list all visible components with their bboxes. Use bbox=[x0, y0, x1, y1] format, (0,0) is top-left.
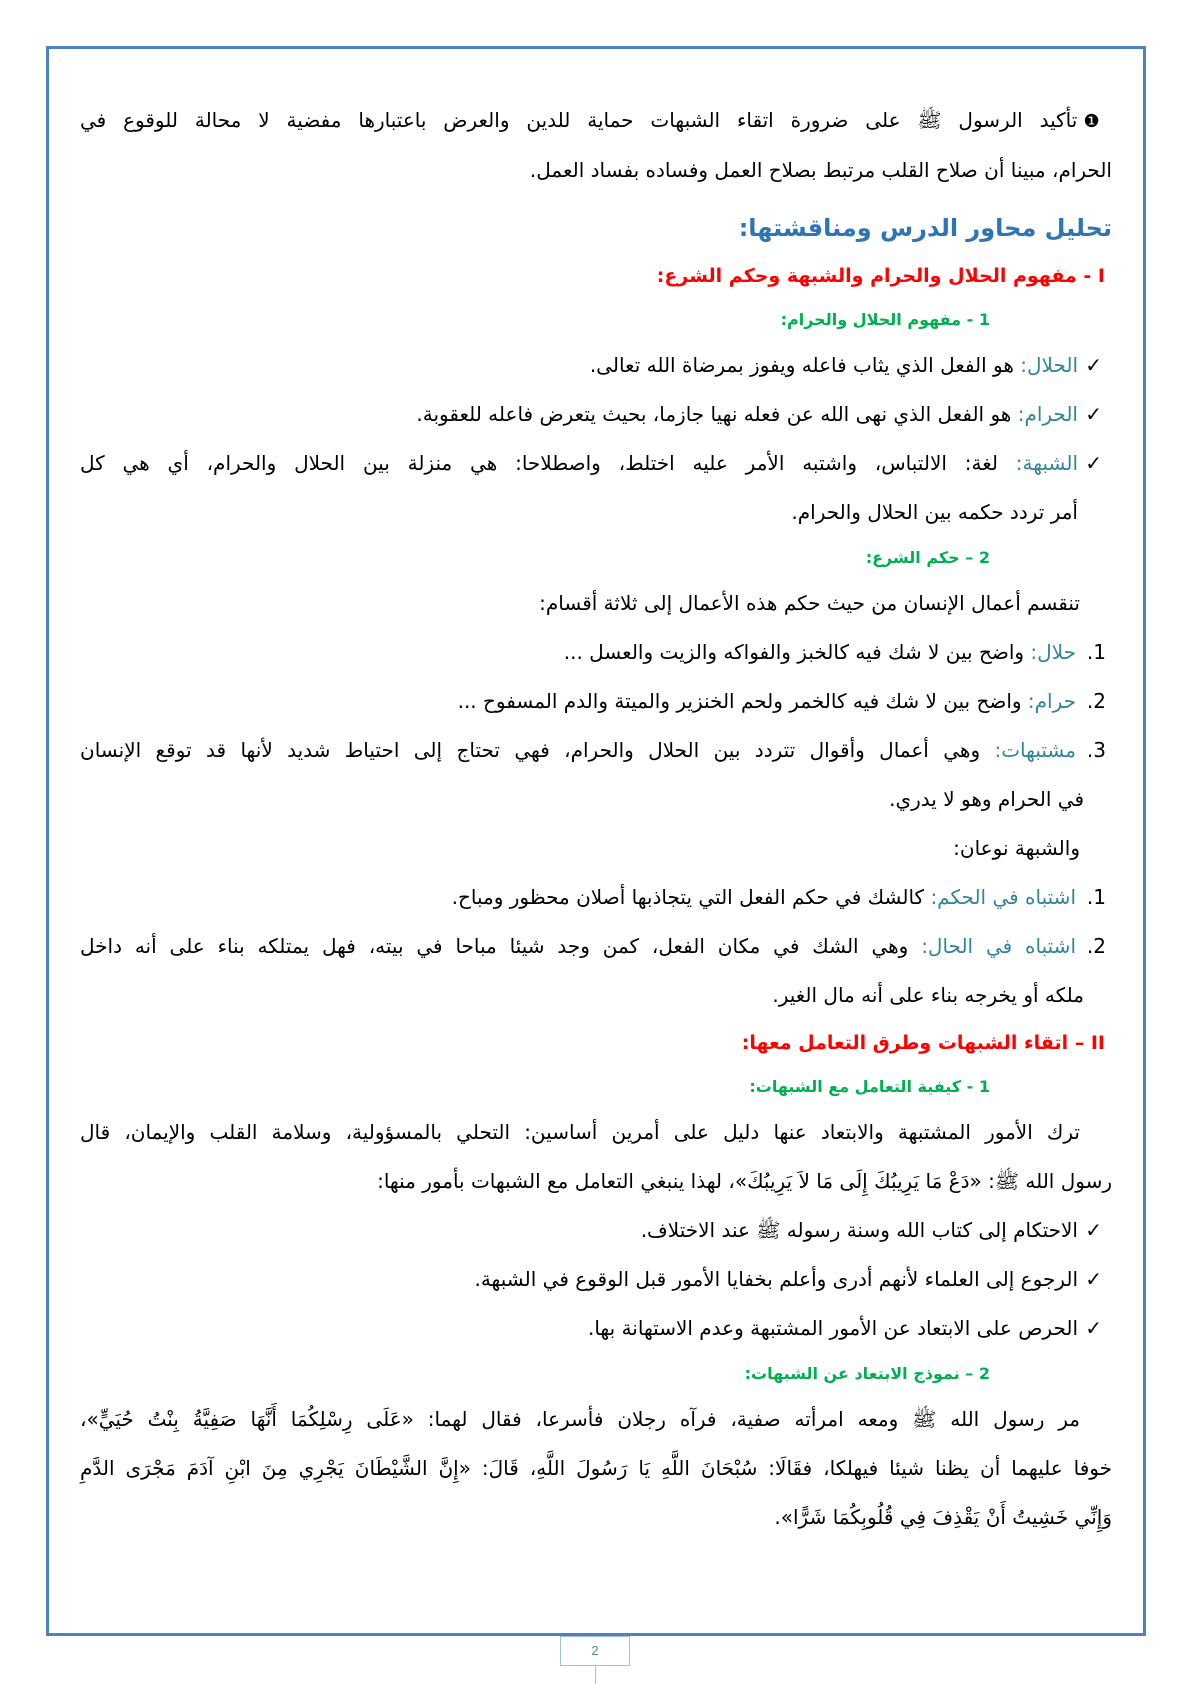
method-text: الاحتكام إلى كتاب الله وسنة رسوله ﷺ عند الاختلاف. bbox=[640, 1218, 1078, 1242]
list-number: 3. bbox=[1086, 738, 1106, 762]
numbered-circle-one-icon: ❶ bbox=[1083, 111, 1110, 132]
category-item bbox=[80, 628, 1112, 677]
definition-item bbox=[80, 390, 1112, 439]
section-1-heading: I - مفهوم الحلال والحرام والشبهة وحكم الشرع: bbox=[656, 265, 1105, 287]
paragraph-line: ترك الأمور المشتبهة والابتعاد عنها دليل على أمرين أساسين: التحلي بالمسؤولية، وسلامة القلب والإيمان، قال bbox=[80, 1120, 1080, 1144]
type-text: وهي الشك في مكان الفعل، كمن وجد شيئا مباحا في بيته، فهل يمتلكه بناء على أنه داخل bbox=[80, 934, 909, 958]
page-number: 2 bbox=[560, 1636, 630, 1666]
method-item bbox=[80, 1255, 1112, 1304]
category-term: حلال: bbox=[1030, 640, 1076, 664]
category-item bbox=[80, 726, 1112, 775]
method-text: الحرص على الابتعاد عن الأمور المشتبهة وعدم الاستهانة بها. bbox=[587, 1316, 1078, 1340]
list-number: 2. bbox=[1086, 934, 1106, 958]
categories-lead: تنقسم أعمال الإنسان من حيث حكم هذه الأعمال إلى ثلاثة أقسام: bbox=[539, 591, 1080, 615]
list-number: 1. bbox=[1086, 640, 1106, 664]
section-1-part-2-heading: 2 – حكم الشرع: bbox=[865, 548, 990, 567]
type-item bbox=[80, 922, 1112, 971]
paragraph-line: رسول الله ﷺ: «دَعْ مَا يَرِيبُكَ إِلَى مَا لاَ يَرِيبُكَ»، لهذا ينبغي التعامل مع الشبهات بأمور منها: bbox=[377, 1169, 1112, 1193]
section-2-part-2-heading: 2 – نموذج الابتعاد عن الشبهات: bbox=[744, 1364, 990, 1383]
types-lead: والشبهة نوعان: bbox=[953, 836, 1080, 860]
intro-text: تأكيد الرسول ﷺ على ضرورة اتقاء الشبهات حماية للدين والعرض باعتبارها مفضية لا محالة للوقوع في bbox=[80, 108, 1078, 132]
check-icon: ✓ bbox=[1085, 1316, 1102, 1340]
category-text: واضح بين لا شك فيه كالخمر ولحم الخنزير والميتة والدم المسفوح ... bbox=[457, 689, 1022, 713]
method-item bbox=[80, 1304, 1112, 1353]
intro-line: الحرام، مبينا أن صلاح القلب مرتبط بصلاح العمل وفساده بفساد العمل. bbox=[529, 158, 1112, 182]
analysis-heading: تحليل محاور الدرس ومناقشتها: bbox=[738, 214, 1112, 242]
method-item bbox=[80, 1206, 1112, 1255]
category-term: حرام: bbox=[1027, 689, 1076, 713]
paragraph-line: مر رسول الله ﷺ ومعه امرأته صفية، فرآه رجلان فأسرعا، فقال لهما: «عَلَى رِسْلِكُمَا أَنَّهَا صَفِيَّةُ بِنْتُ حُيَيٍّ»، bbox=[80, 1407, 1080, 1431]
section-2-heading: II – اتقاء الشبهات وطرق التعامل معها: bbox=[741, 1032, 1105, 1054]
method-text: الرجوع إلى العلماء لأنهم أدرى وأعلم بخفايا الأمور قبل الوقوع في الشبهة. bbox=[474, 1267, 1078, 1291]
type-term: اشتباه في الحكم: bbox=[930, 885, 1076, 909]
definition-text: هو الفعل الذي نهى الله عن فعله نهيا جازما، بحيث يتعرض فاعله للعقوبة. bbox=[416, 402, 1012, 426]
category-text: واضح بين لا شك فيه كالخبز والفواكه والزيت والعسل ... bbox=[563, 640, 1025, 664]
paragraph-line: خوفا عليهما أن يظنا شيئا فيهلكا، فقَالَا: سُبْحَانَ اللَّهِ يَا رَسُولَ اللَّهِ، قَالَ: «إِنَّ الشَّيْطَانَ يَجْرِي مِنَ ابْنِ آدَمَ مَجْرَى الدَّمِ bbox=[80, 1456, 1112, 1480]
list-number: 2. bbox=[1086, 689, 1106, 713]
category-continuation: في الحرام وهو لا يدري. bbox=[889, 787, 1084, 811]
definition-item bbox=[80, 439, 1112, 488]
paragraph-line: وَإِنِّي خَشِيتُ أَنْ يَقْذِفَ فِي قُلُوبِكُمَا شَرًّا». bbox=[774, 1505, 1112, 1529]
type-item bbox=[80, 873, 1112, 922]
check-icon: ✓ bbox=[1085, 451, 1102, 475]
definition-term: الشبهة: bbox=[1015, 451, 1079, 475]
section-2-part-1-heading: 1 - كيفية التعامل مع الشبهات: bbox=[749, 1077, 990, 1096]
type-text: كالشك في حكم الفعل التي يتجاذبها أصلان محظور ومباح. bbox=[451, 885, 925, 909]
definition-term: الحرام: bbox=[1017, 402, 1078, 426]
section-1-part-1-heading: 1 - مفهوم الحلال والحرام: bbox=[780, 310, 990, 329]
type-continuation: ملكه أو يخرجه بناء على أنه مال الغير. bbox=[772, 983, 1084, 1007]
check-icon: ✓ bbox=[1085, 402, 1102, 426]
definition-item bbox=[80, 341, 1112, 390]
check-icon: ✓ bbox=[1085, 1218, 1102, 1242]
page-number-line bbox=[595, 1666, 596, 1684]
check-icon: ✓ bbox=[1085, 1267, 1102, 1291]
category-item bbox=[80, 677, 1112, 726]
list-number: 1. bbox=[1086, 885, 1106, 909]
category-text: وهي أعمال وأقوال تتردد بين الحلال والحرام، فهي تحتاج إلى احتياط شديد لأنها قد توقع الإنسان bbox=[80, 738, 981, 762]
page-content bbox=[80, 96, 1112, 1542]
definition-text: هو الفعل الذي يثاب فاعله ويفوز بمرضاة الله تعالى. bbox=[589, 353, 1014, 377]
definition-term: الحلال: bbox=[1020, 353, 1078, 377]
intro-line bbox=[80, 96, 1112, 146]
definition-text: لغة: الالتباس، واشتبه الأمر عليه اختلط، واصطلاحا: هي منزلة بين الحلال والحرام، أي هي كل bbox=[80, 451, 998, 475]
definition-continuation: أمر تردد حكمه بين الحلال والحرام. bbox=[791, 500, 1078, 524]
category-term: مشتبهات: bbox=[994, 738, 1076, 762]
type-term: اشتباه في الحال: bbox=[921, 934, 1076, 958]
check-icon: ✓ bbox=[1085, 353, 1102, 377]
